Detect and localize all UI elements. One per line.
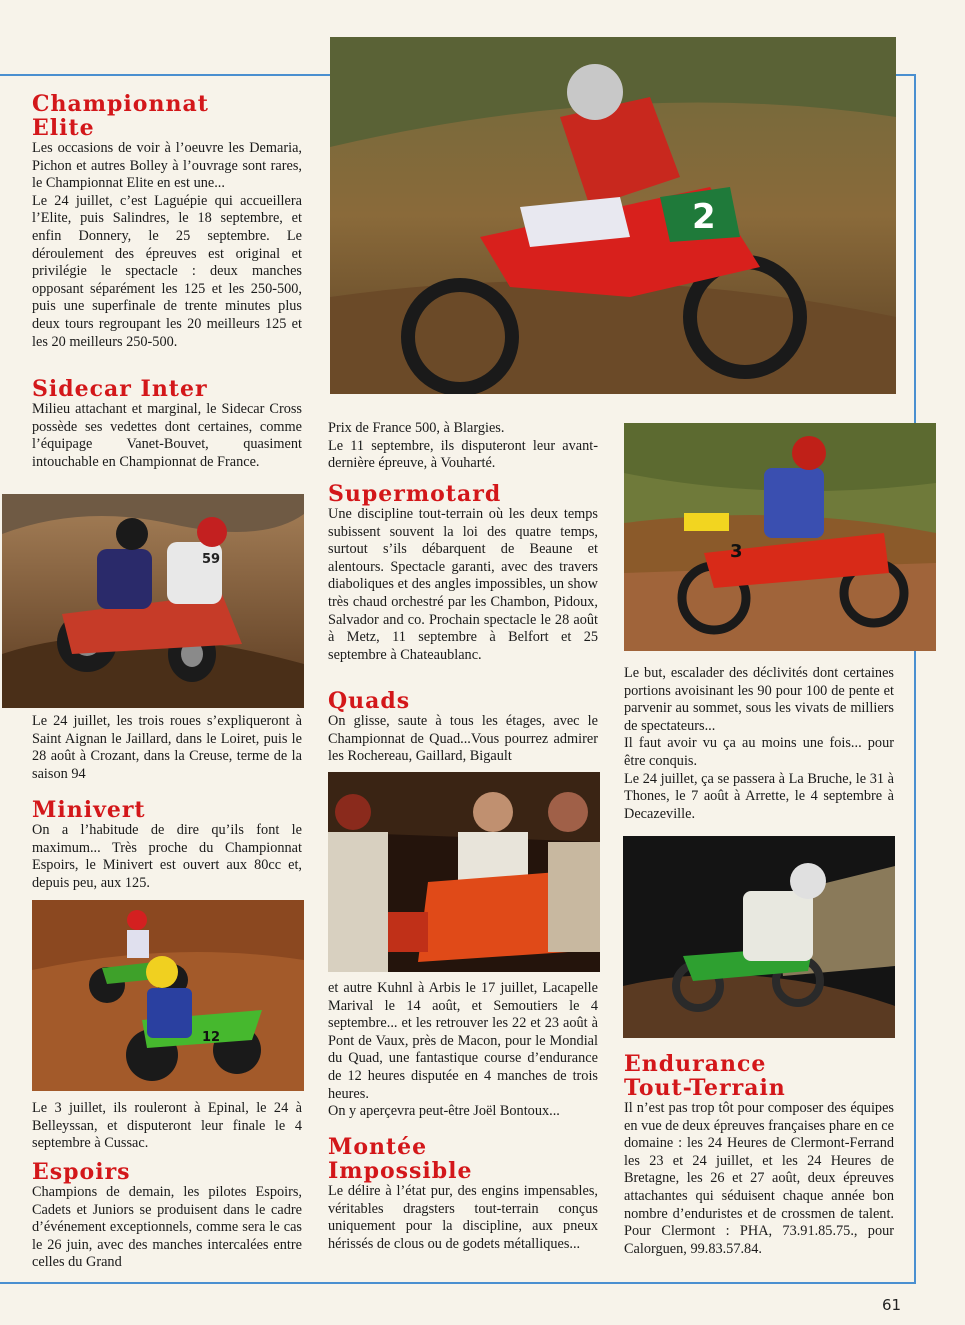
quads-paragraph-3: On y aperçevra peut-être Joël Bontoux... (328, 1103, 560, 1120)
quads-paragraph-2: et autre Kuhnl à Arbis le 17 juillet, Lacapelle Marival le 14 août, et Semoutiers le 4 septembre... et les retrouver les 22 et 23 août à Pont de Vaux, près de Macon, pour le Mondial du Quad, une fantastique course d’endurance de 12 heures disputée en 4 manches de trois heures. (328, 980, 598, 1102)
right-paragraph-3: Le 24 juillet, ça se passera à La Bruche, le 31 à Thones, le 7 août à Arrette, le 4 septembre à Decazeville. (624, 770, 894, 822)
minivert-bib-label: 12 (202, 1030, 221, 1045)
hillclimb-photo (624, 423, 936, 651)
supermotard-section (328, 482, 598, 664)
hillclimb-bib-label: 3 (730, 541, 743, 562)
blue-frame-right (914, 74, 916, 1284)
minivert-photo (32, 900, 304, 1091)
sidecar-photo (2, 494, 304, 708)
sidecar-dates (32, 713, 302, 783)
mid-paragraph-1: Prix de France 500, à Blargies. (328, 420, 505, 436)
blue-frame-bottom (0, 1282, 916, 1284)
sidecar-section (32, 377, 302, 471)
minivert-paragraph-1: On a l’habitude de dire qu’ils font le maximum... Très proche du Championnat Espoirs, le Minivert est ouvert aux 80cc et, depuis peu, aux 125. (32, 822, 302, 891)
mid-paragraph-2: Le 11 septembre, ils disputeront leur avant-dernière épreuve, à Vouharté. (328, 437, 598, 472)
montee-paragraph-1: Le délire à l’état pur, des engins impensables, véritables dragsters tout-terrain conçus uniquement pour la discipline, aux pneux hérissés de clous ou de godets métalliques... (328, 1183, 598, 1252)
supermotard-title: Supermotard (328, 481, 502, 507)
minivert-dates (32, 1100, 302, 1153)
quads-title: Quads (328, 688, 411, 714)
page-number: 61 (882, 1296, 902, 1314)
minivert-paragraph-2: Le 3 juillet, ils rouleront à Epinal, le 24 à Belleyssan, et disputeront leur finale le 4 septembre à Cussac. (32, 1100, 302, 1152)
mid-top-text (328, 420, 598, 473)
montee-title: Montée Impossible (328, 1134, 473, 1184)
espoirs-paragraph-1: Champions de demain, les pilotes Espoirs, Cadets et Juniors se produisent dans le cadre d’événement exceptionnels, comme sera le cas le 26 juin, avec des manches intercalées entre celles du Grand (32, 1184, 302, 1271)
endurance-paragraph-1: Il n’est pas trop tôt pour composer des équipes en vue de deux épreuves françaises phare en ce domaine : les 24 Heures de Clermont-Ferrand les 23 et 24 juillet, et les 24 Heures de Bretagne, les 26 et 27 août, deux épreuves attachantes qui séduisent chaque année bon nombre d’enduristes et de crossmen de talent. Pour Clermont : PHA, 73.91.85.75., pour Calorguen, 99.83.57.84. (624, 1100, 894, 1257)
sidecar-title: Sidecar Inter (32, 376, 208, 402)
minivert-title: Minivert (32, 797, 146, 823)
elite-section (32, 92, 302, 351)
endurance-title: Endurance Tout-Terrain (624, 1051, 786, 1101)
quads-photo (328, 772, 600, 972)
endurance-section (624, 1052, 894, 1258)
night-enduro-photo (623, 836, 895, 1038)
sidecar-paragraph-1: Milieu attachant et marginal, le Sidecar Cross possède ses vedettes dont certaines, comme l’équipage Vanet-Bouvet, quasiment intouchable en Championnat de France. (32, 401, 302, 470)
elite-paragraph-1: Les occasions de voir à l’oeuvre les Demaria, Pichon et autres Bolley à l’ouvrage sont rares, le Championnat Elite en est une... (32, 140, 302, 192)
quads-paragraph-1: On glisse, saute à tous les étages, avec le Championnat de Quad...Vous pourrez admirer les Rochereau, Gaillard, Bigault (328, 713, 598, 765)
elite-title: Championnat Elite (32, 91, 209, 141)
hero-bib-label: 2 (692, 197, 716, 237)
supermotard-paragraph-1: Une discipline tout-terrain où les deux temps subissent souvent la loi des quatre temps, surtout s’ils débarquent de Beaune et alentours. Spectacle garanti, avec des travers diaboliques et des angles impossibles, un show très chaud orchestré par les Chambon, Pidoux, Salvador and co. Prochain spectacle le 28 août à Metz, 11 septembre à Belfort et 25 septembre à Chateaublanc. (328, 506, 598, 663)
minivert-section (32, 798, 302, 892)
hero-motocross-photo (330, 37, 896, 394)
montee-section (328, 1135, 598, 1253)
quads-section (328, 689, 598, 766)
espoirs-section (32, 1160, 302, 1272)
right-mid-text (624, 665, 894, 823)
quads-continued (328, 980, 598, 1121)
elite-paragraph-2: Le 24 juillet, c’est Laguépie qui accueillera l’Elite, puis Salindres, le 18 septembre, et enfin Donnery, le 25 septembre. Le déroulement des épreuves est original et privilégie le spectacle : deux manches opposant séparément les 125 et les 250-500, puis une superfinale de trente minutes plus deux tours regroupant les 20 meilleurs 125 et les 20 meilleurs 250-500. (32, 192, 302, 350)
espoirs-title: Espoirs (32, 1159, 131, 1185)
sidecar-paragraph-2: Le 24 juillet, les trois roues s’expliqueront à Saint Aignan le Jaillard, dans le Loiret, puis le 28 août à Crozant, dans la Creuse, terme de la saison 94 (32, 713, 302, 782)
right-paragraph-1: Le but, escalader des déclivités dont certaines portions avoisinant les 90 pour 100 de pente et parvenir au sommet, sous les vivats de milliers de spectateurs... (624, 665, 894, 734)
sidecar-bib-label: 59 (202, 552, 221, 567)
right-paragraph-2: Il faut avoir vu ça au moins une fois... pour être conquis. (624, 735, 894, 769)
